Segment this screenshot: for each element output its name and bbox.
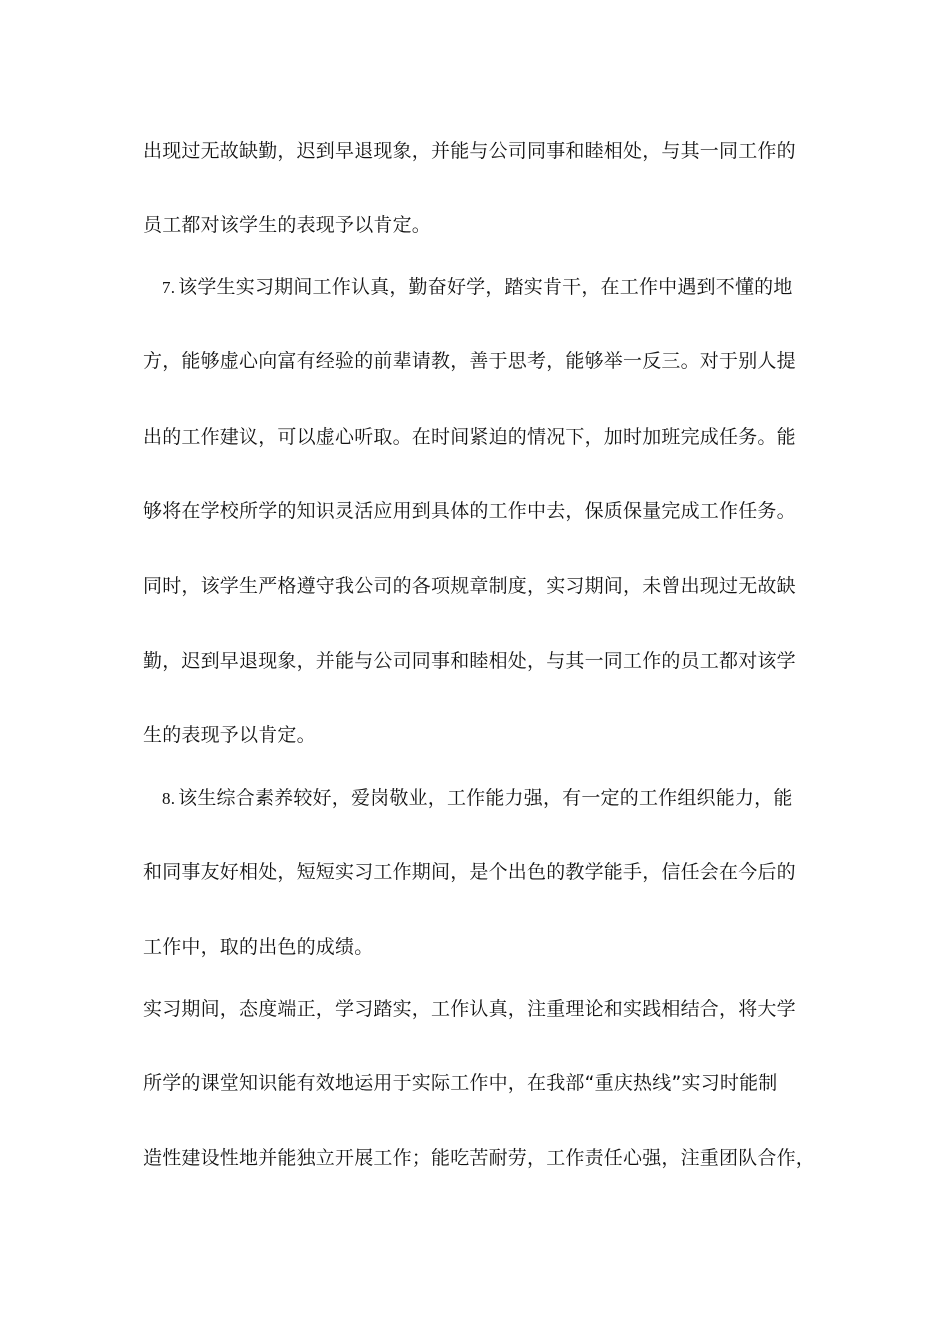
paragraph-line: 生的表现予以肯定。 [143, 724, 316, 746]
paragraph-line: 员工都对该学生的表现予以肯定。 [143, 214, 432, 236]
paragraph-line: 所学的课堂知识能有效地运用于实际工作中，在我部“重庆热线”实习时能制 [143, 1072, 778, 1094]
paragraph-line-text: 该生综合素养较好，爱岗敬业，工作能力强，有一定的工作组织能力，能 [178, 787, 793, 809]
paragraph-line: 同时，该学生严格遵守我公司的各项规章制度，实习期间，未曾出现过无故缺 [143, 575, 796, 597]
paragraph-line: 实习期间，态度端正，学习踏实，工作认真，注重理论和实践相结合，将大学 [143, 998, 796, 1020]
paragraph-line: 造性建设性地并能独立开展工作；能吃苦耐劳，工作责任心强，注重团队合作， [143, 1147, 816, 1169]
paragraph-line-text: 该学生实习期间工作认真，勤奋好学，踏实肯干，在工作中遇到不懂的地 [178, 276, 793, 298]
paragraph-line: 够将在学校所学的知识灵活应用到具体的工作中去，保质保量完成工作任务。 [143, 500, 796, 522]
paragraph-line: 勤，迟到早退现象，并能与公司同事和睦相处，与其一同工作的员工都对该学 [143, 650, 796, 672]
paragraph-line: 方，能够虚心向富有经验的前辈请教，善于思考，能够举一反三。对于别人提 [143, 350, 796, 372]
paragraph-line: 出的工作建议，可以虚心听取。在时间紧迫的情况下，加时加班完成任务。能 [143, 426, 796, 448]
numbered-paragraph-7-first-line [162, 275, 798, 300]
numbered-paragraph-8-first-line [162, 786, 798, 811]
paragraph-line: 和同事友好相处，短短实习工作期间，是个出色的教学能手，信任会在今后的 [143, 861, 796, 883]
item-number-7: 7. [162, 278, 176, 297]
paragraph-line: 出现过无故缺勤，迟到早退现象，并能与公司同事和睦相处，与其一同工作的 [143, 140, 796, 162]
item-number-8: 8. [162, 789, 176, 808]
paragraph-line: 工作中，取的出色的成绩。 [143, 936, 374, 958]
